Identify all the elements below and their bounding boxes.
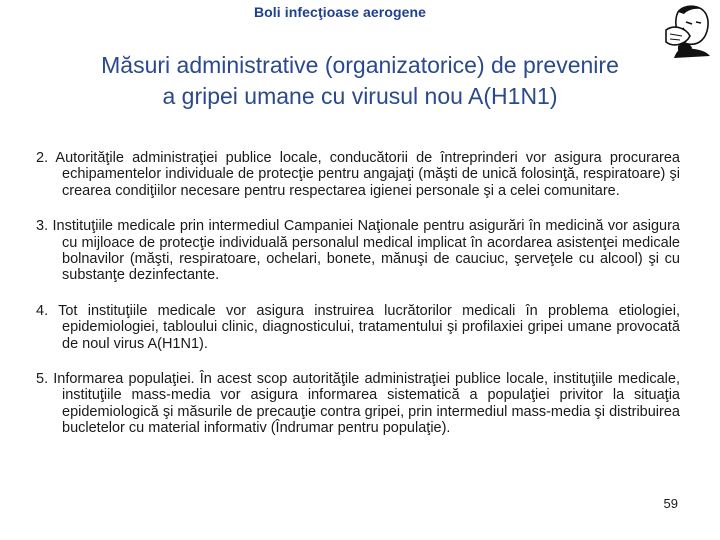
slide-header: Boli infecţioase aerogene (253, 4, 427, 20)
list-item-3: 3. Instituţiile medicale prin intermediul Campaniei Naţionale pentru asigurări în medicină vor asigura cu mijloace de protecţie individuală personalul medical implicat în acordarea asistenţei medicale bolnavilor (măşti, respiratoare, ochelari, bonete, mănuşi de cauciuc, şerveţele cu alcool) şi cu substanţe dezinfectante. (36, 218, 680, 284)
measures-list (36, 150, 680, 456)
list-item-4: 4. Tot instituţiile medicale vor asigura instruirea lucrătorilor medicali în problema etiologiei, epidemiologiei, tabloului clinic, diagnosticului, tratamentului şi profilaxiei gripei umane provocată de noul virus A(H1N1). (36, 302, 680, 352)
slide-title-line-2: a gripei umane cu virusul nou A(H1N1) (162, 83, 558, 109)
slide-title (20, 50, 700, 112)
list-item-2: 2. Autorităţile administraţiei publice locale, conducătorii de întreprinderi vor asigura procurarea echipamentelor individuale de protecţie pentru angajaţi (măşti de unică folosinţă, respiratoare) şi crearea condiţiilor necesare pentru respectarea igienei personale şi a celei comunitare. (36, 150, 680, 199)
slide-title-line-1: Măsuri administrative (organizatorice) de prevenire (101, 52, 619, 78)
list-item-5: 5. Informarea populaţiei. În acest scop autorităţile administraţiei publice locale, instituţiile medicale, instituţiile mass-media vor asigura informarea sistematică a populaţiei privitor la situaţia epidemiologică şi măsurile de precauţie contra gripei, prin intermediul mass-media şi distribuirea bucletelor cu material informativ (Îndrumar pentru populaţie). (36, 371, 680, 437)
page-number: 59 (663, 496, 678, 511)
